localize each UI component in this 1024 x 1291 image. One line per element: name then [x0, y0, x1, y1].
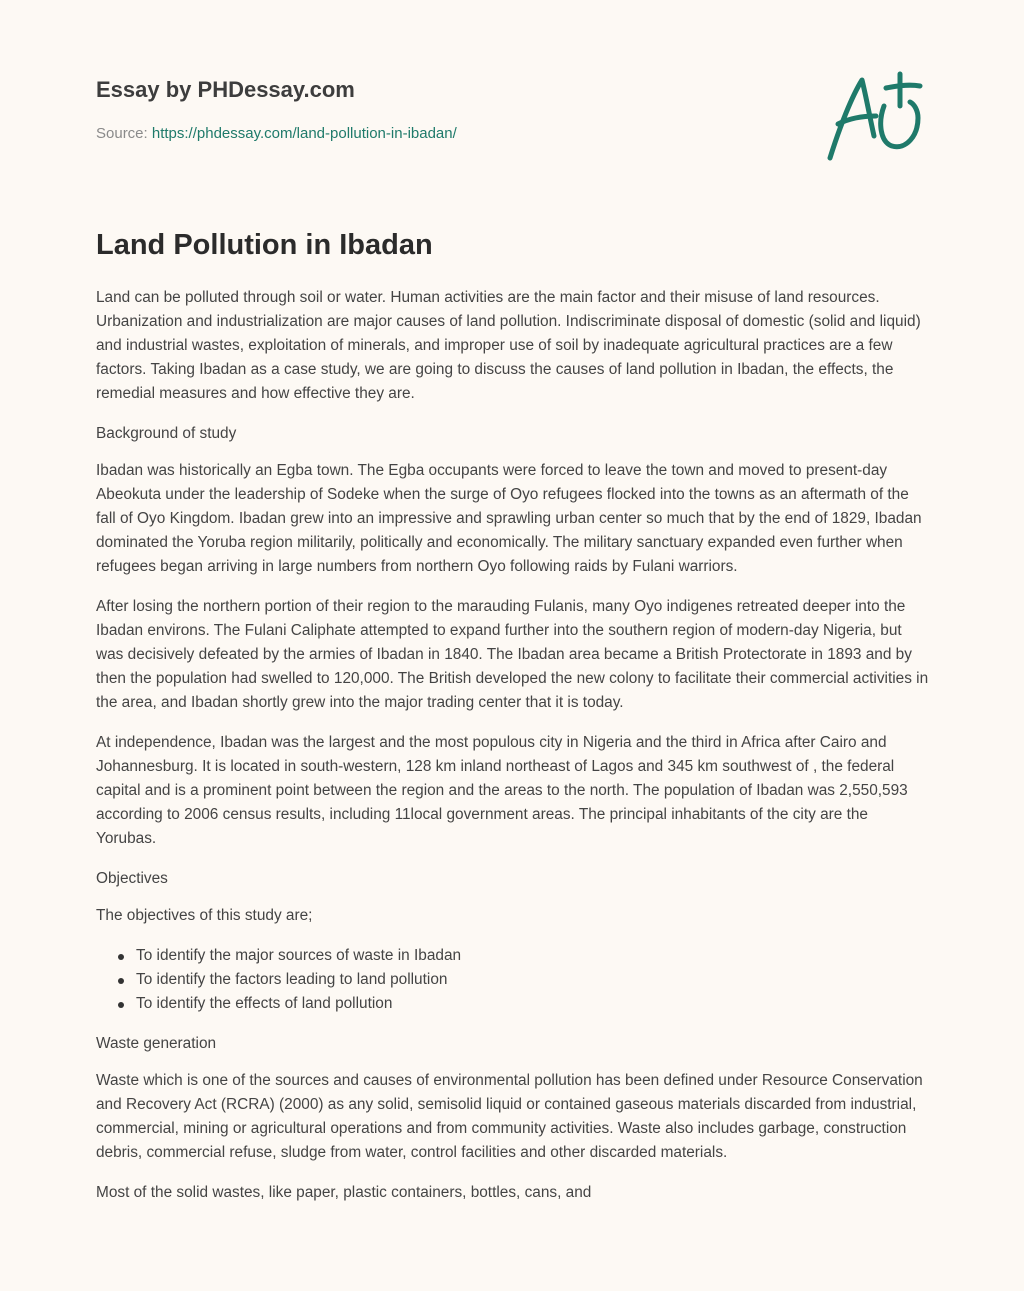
list-item: To identify the effects of land pollution: [136, 992, 932, 1016]
a-plus-grade-icon: [822, 66, 928, 166]
waste-paragraph-1: Waste which is one of the sources and causes of environmental pollution has been defined under Resource Conservation and Recovery Act (RCRA) (2000) as any solid, semisolid liquid or contained gaseous materials discarded from industrial, commercial, mining or agricultural operations and from community activities. Waste also includes garbage, construction debris, commercial refuse, sludge from water, control facilities and other discarded materials.: [96, 1072, 923, 1161]
essay-content: [96, 226, 932, 1221]
list-item: To identify the major sources of waste in Ibadan: [136, 944, 932, 968]
page-header: [96, 76, 796, 144]
background-paragraph-3: At independence, Ibadan was the largest and the most populous city in Nigeria and the third in Africa after Cairo and Johannesburg. It is located in south-western, 128 km inland northeast of Lagos and 345 km southwest of , the federal capital and is a prominent point between the region and the areas to the north. The population of Ibadan was 2,550,593 according to 2006 census results, including 11local government areas. The principal inhabitants of the city are the Yorubas.: [96, 734, 908, 847]
source-line: [96, 124, 796, 144]
waste-heading: Waste generation: [96, 1035, 217, 1052]
source-link[interactable]: https://phdessay.com/land-pollution-in-ibadan/: [151, 125, 457, 142]
objectives-list: [96, 944, 932, 1016]
intro-paragraph: Land can be polluted through soil or water. Human activities are the main factor and their misuse of land resources. Urbanization and industrialization are major causes of land pollution. Indiscriminate disposal of domestic (solid and liquid) and industrial wastes, exploitation of minerals, and improper use of soil by inadequate agricultural practices are a few factors. Taking Ibadan as a case study, we are going to discuss the causes of land pollution in Ibadan, the effects, the remedial measures and how effective they are.: [96, 289, 921, 402]
site-title: Essay by PHDessay.com: [96, 77, 355, 102]
waste-paragraph-2: Most of the solid wastes, like paper, plastic containers, bottles, cans, and: [96, 1184, 592, 1201]
list-item: To identify the factors leading to land pollution: [136, 968, 932, 992]
source-label: Source:: [96, 125, 148, 142]
objectives-heading: Objectives: [96, 870, 168, 887]
background-paragraph-2: After losing the northern portion of their region to the marauding Fulanis, many Oyo indigenes retreated deeper into the Ibadan environs. The Fulani Caliphate attempted to expand further into the southern region of modern-day Nigeria, but was decisively defeated by the armies of Ibadan in 1840. The Ibadan area became a British Protectorate in 1893 and by then the population had swelled to 120,000. The British developed the new colony to facilitate their commercial activities in the area, and Ibadan shortly grew into the major trading center that it is today.: [96, 598, 929, 711]
background-heading: Background of study: [96, 425, 237, 442]
essay-title: Land Pollution in Ibadan: [96, 229, 433, 261]
background-paragraph-1: Ibadan was historically an Egba town. The Egba occupants were forced to leave the town and moved to present-day Abeokuta under the leadership of Sodeke when the surge of Oyo refugees flocked into the towns as an aftermath of the fall of Oyo Kingdom. Ibadan grew into an impressive and sprawling urban center so much that by the end of 1829, Ibadan dominated the Yoruba region militarily, politically and economically. The military sanctuary expanded even further when refugees began arriving in large numbers from northern Oyo following raids by Fulani warriors.: [96, 462, 922, 575]
objectives-intro: The objectives of this study are;: [96, 907, 313, 924]
